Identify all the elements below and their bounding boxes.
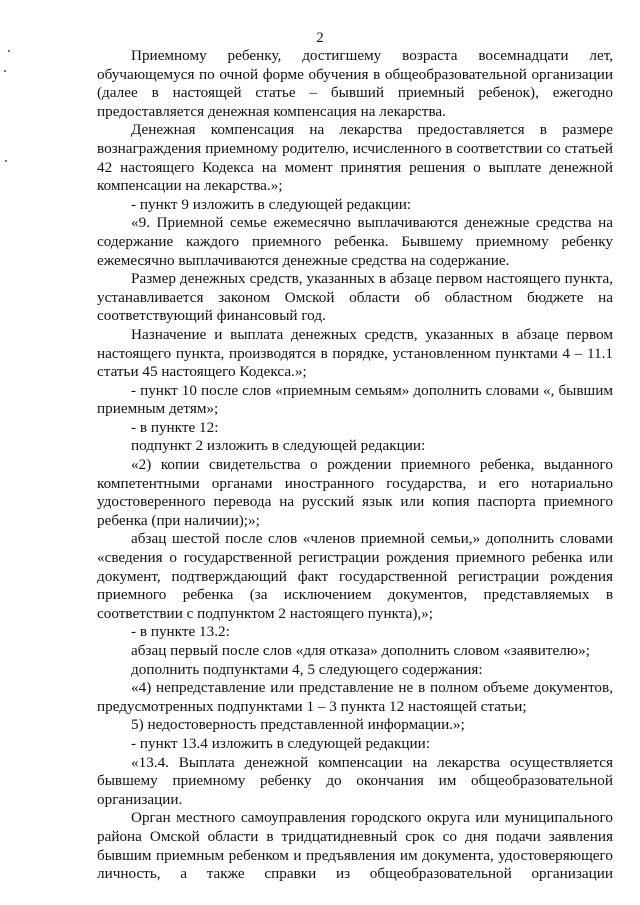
- paragraph: 5) недостоверность представленной информации.»;: [131, 716, 465, 734]
- paragraph: - пункт 10 после слов «приемным семьям» дополнить словами «, бывшим приемным детям»;: [97, 381, 613, 418]
- paragraph: дополнить подпунктами 4, 5 следующего содержания:: [131, 660, 483, 678]
- page-number: 2: [316, 30, 324, 46]
- paragraph: Орган местного самоуправления городского округа или муниципального района Омской области в тридцатидневный срок со дня подачи заявления бывшим приемным ребенком и предъявления им документа, удостоверяющего личность, а также справки из общеобразовательной организации: [97, 809, 613, 883]
- paragraph: - пункт 9 изложить в следующей редакции:: [131, 195, 412, 213]
- scan-mark: [5, 160, 7, 162]
- scan-mark: [4, 70, 6, 72]
- paragraph: - пункт 13.4 изложить в следующей редакции:: [131, 734, 431, 752]
- paragraph: - в пункте 12:: [131, 418, 219, 436]
- scan-mark: [8, 50, 10, 52]
- paragraph: абзац шестой после слов «членов приемной семьи,» дополнить словами «сведения о государственной регистрации рождения приемного ребенка или документ, подтверждающий факт государственной регистрации рождения приемного ребенка (за исключением документов, представляемых в соответствии с подпунктом 2 настоящего пункта),»;: [97, 530, 613, 622]
- paragraph: «13.4. Выплата денежной компенсации на лекарства осуществляется бывшему приемному ребенку до окончания им общеобразовательной организации.: [97, 753, 613, 808]
- document-body: [97, 47, 613, 884]
- paragraph: «2) копии свидетельства о рождении приемного ребенка, выданного компетентными органами иностранного государства, и его нотариально удостоверенного перевода на русский язык или копия паспорта приемного ребенка (при наличии);»;: [97, 456, 613, 529]
- paragraph: Размер денежных средств, указанных в абзаце первом настоящего пункта, устанавливается законом Омской области об областном бюджете на соответствующий финансовый год.: [97, 270, 613, 325]
- paragraph: Денежная компенсация на лекарства предоставляется в размере вознаграждения приемному родителю, исчисленного в соответствии со статьей 42 настоящего Кодекса на момент принятия решения о выплате денежной компенсации на лекарства.»;: [97, 121, 613, 195]
- paragraph: - в пункте 13.2:: [131, 623, 230, 641]
- paragraph: «4) непредставление или представление не в полном объеме документов, предусмотренных подпунктами 1 – 3 пункта 12 настоящей статьи;: [97, 679, 613, 715]
- paragraph: Назначение и выплата денежных средств, указанных в абзаце первом настоящего пункта, производятся в порядке, установленном пунктами 4 – 11.1 статьи 45 настоящего Кодекса.»;: [97, 325, 613, 381]
- paragraph: Приемному ребенку, достигшему возраста восемнадцати лет, обучающемуся по очной форме обучения в общеобразовательной организации (далее в настоящей статье – бывший приемный ребенок), ежегодно предоставляется денежная компенсация на лекарства.: [97, 47, 613, 120]
- paragraph: подпункт 2 изложить в следующей редакции:: [131, 437, 426, 455]
- paragraph: «9. Приемной семье ежемесячно выплачиваются денежные средства на содержание каждого приемного ребенка. Бывшему приемному ребенку ежемесячно выплачиваются денежные средства на содержание.: [97, 214, 613, 269]
- paragraph: абзац первый после слов «для отказа» дополнить словом «заявителю»;: [131, 642, 590, 659]
